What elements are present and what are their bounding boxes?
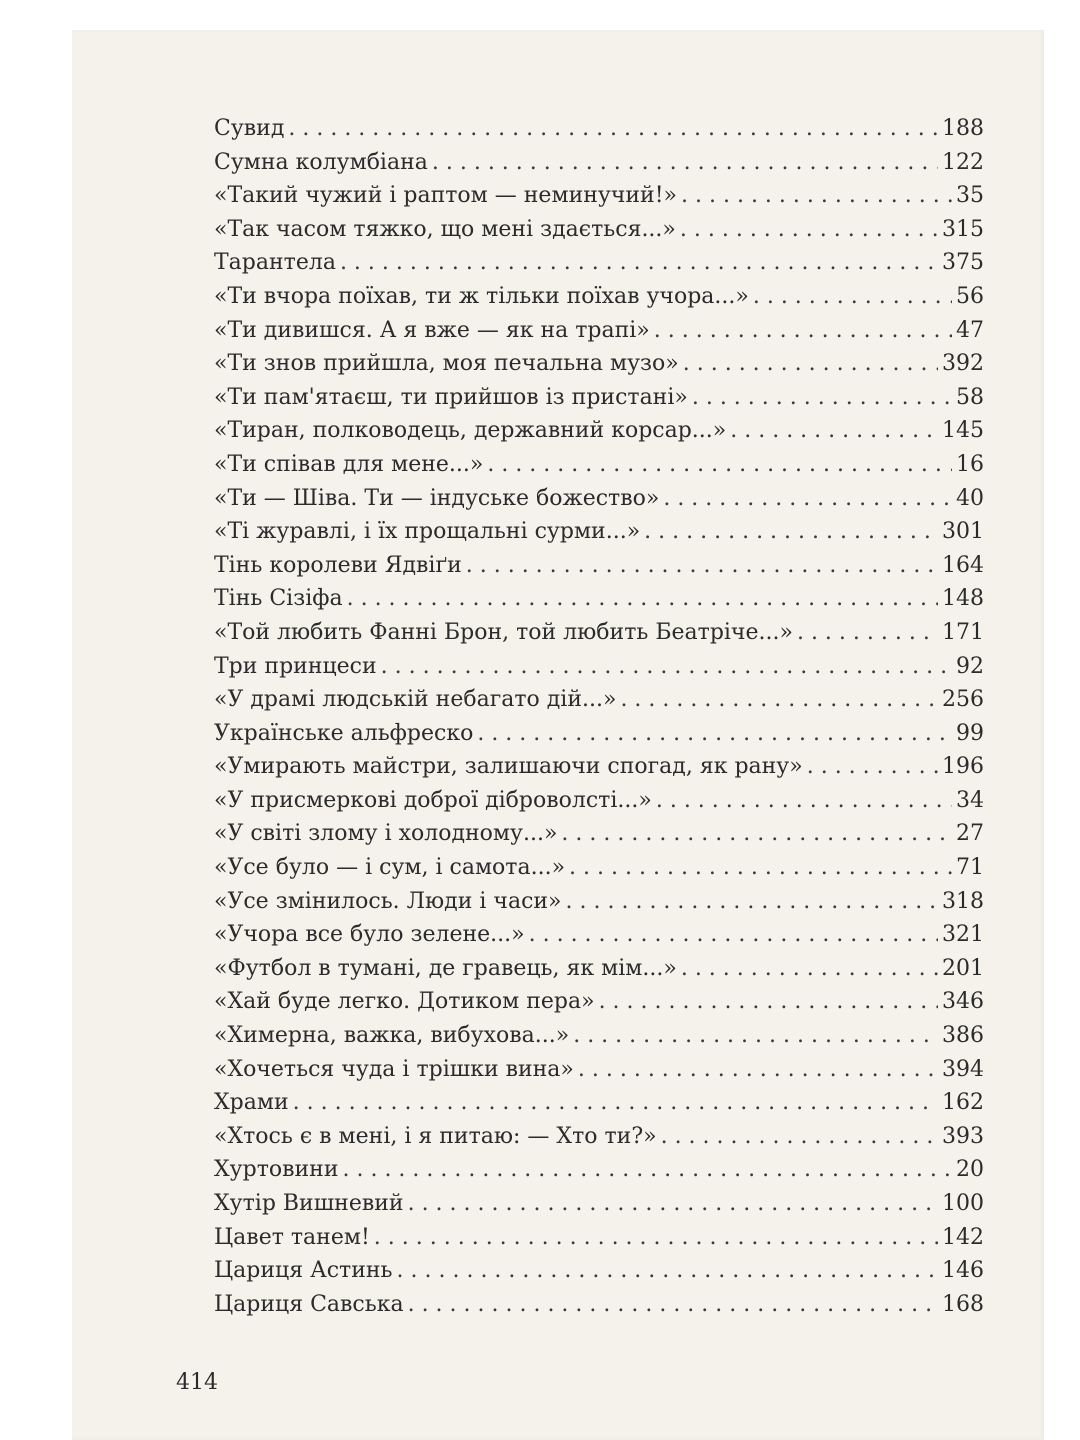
dot-leader bbox=[466, 549, 938, 583]
entry-title: Три принцеси bbox=[214, 653, 377, 679]
entry-page-number: 146 bbox=[942, 1258, 984, 1284]
book-page bbox=[72, 30, 1044, 1440]
toc-entry bbox=[214, 280, 984, 314]
entry-page-number: 318 bbox=[942, 888, 984, 914]
toc-entry bbox=[214, 650, 984, 684]
toc-entry bbox=[214, 314, 984, 348]
page-number: 414 bbox=[176, 1370, 218, 1395]
table-of-contents bbox=[214, 112, 984, 1321]
entry-page-number: 100 bbox=[942, 1191, 984, 1216]
toc-entry bbox=[214, 146, 984, 180]
entry-page-number: 47 bbox=[956, 317, 984, 343]
entry-title: «Той любить Фанні Брон, той любить Беатріче...» bbox=[214, 619, 793, 645]
entry-page-number: 301 bbox=[942, 519, 984, 545]
toc-entry bbox=[214, 1254, 984, 1288]
entry-title: «Учора все було зелене...» bbox=[214, 922, 525, 948]
entry-title: «Ти — Шіва. Ти — індуське божество» bbox=[214, 485, 660, 511]
entry-title: Хуртовини bbox=[214, 1157, 339, 1183]
entry-page-number: 35 bbox=[956, 183, 984, 209]
dot-leader bbox=[644, 515, 938, 549]
entry-page-number: 394 bbox=[942, 1056, 984, 1082]
entry-title: «Ти пам'ятаєш, ти прийшов із пристані» bbox=[214, 384, 688, 410]
entry-page-number: 171 bbox=[942, 619, 984, 645]
toc-entry bbox=[214, 515, 984, 549]
entry-title: Цариця Астинь bbox=[214, 1258, 393, 1284]
entry-page-number: 16 bbox=[956, 451, 984, 477]
toc-entry bbox=[214, 683, 984, 717]
entry-title: Сувид bbox=[214, 116, 285, 141]
dot-leader bbox=[293, 1086, 938, 1120]
toc-entry bbox=[214, 784, 984, 818]
toc-entry bbox=[214, 851, 984, 885]
dot-leader bbox=[477, 717, 952, 751]
toc-entry bbox=[214, 549, 984, 583]
dot-leader bbox=[381, 650, 952, 684]
entry-title: «Умирають майстри, залишаючи спогад, як рану» bbox=[214, 754, 803, 780]
entry-title: Тінь королеви Ядвіґи bbox=[214, 552, 462, 578]
entry-page-number: 188 bbox=[942, 116, 984, 141]
entry-title: «У драмі людській небагато дій...» bbox=[214, 687, 617, 713]
entry-page-number: 346 bbox=[942, 989, 984, 1015]
dot-leader bbox=[408, 1187, 938, 1221]
toc-entry bbox=[214, 750, 984, 784]
toc-entry bbox=[214, 985, 984, 1019]
dot-leader bbox=[487, 448, 952, 482]
dot-leader bbox=[529, 918, 938, 952]
dot-leader bbox=[681, 179, 952, 213]
dot-leader bbox=[661, 1120, 938, 1154]
entry-page-number: 56 bbox=[956, 283, 984, 309]
toc-entry bbox=[214, 885, 984, 919]
dot-leader bbox=[656, 784, 952, 818]
toc-entry bbox=[214, 179, 984, 213]
toc-entry bbox=[214, 1288, 984, 1322]
entry-page-number: 321 bbox=[942, 922, 984, 948]
dot-leader bbox=[573, 1019, 938, 1053]
entry-title: «Ти співав для мене...» bbox=[214, 451, 484, 477]
dot-leader bbox=[578, 1053, 938, 1087]
dot-leader bbox=[569, 851, 952, 885]
toc-entry bbox=[214, 381, 984, 415]
entry-page-number: 162 bbox=[942, 1090, 984, 1116]
entry-page-number: 168 bbox=[942, 1291, 984, 1317]
entry-title: «У світі злому і холодному...» bbox=[214, 821, 558, 847]
toc-entry bbox=[214, 1187, 984, 1221]
toc-entry bbox=[214, 616, 984, 650]
entry-title: «Усе змінилось. Люди і часи» bbox=[214, 888, 562, 914]
dot-leader bbox=[730, 414, 938, 448]
dot-leader bbox=[408, 1288, 938, 1322]
toc-entry bbox=[214, 112, 984, 146]
entry-title: Тарантела bbox=[214, 250, 336, 276]
dot-leader bbox=[599, 985, 938, 1019]
entry-page-number: 201 bbox=[942, 955, 984, 981]
entry-title: «Усе було — і сум, і самота...» bbox=[214, 855, 566, 881]
dot-leader bbox=[681, 952, 938, 986]
entry-page-number: 34 bbox=[956, 787, 984, 813]
entry-page-number: 375 bbox=[942, 250, 984, 276]
entry-page-number: 164 bbox=[942, 552, 984, 578]
entry-page-number: 27 bbox=[956, 821, 984, 847]
entry-title: «Ті журавлі, і їх прощальні сурми...» bbox=[214, 519, 641, 545]
entry-title: «Такий чужий і раптом — неминучий!» bbox=[214, 183, 678, 209]
toc-entry bbox=[214, 918, 984, 952]
dot-leader bbox=[683, 347, 938, 381]
toc-entry bbox=[214, 1120, 984, 1154]
entry-title: Цавет танем! bbox=[214, 1224, 370, 1250]
entry-title: «Так часом тяжко, що мені здається...» bbox=[214, 216, 676, 242]
entry-page-number: 58 bbox=[956, 384, 984, 410]
entry-title: «У присмеркові доброї діброволсті...» bbox=[214, 787, 652, 813]
entry-page-number: 71 bbox=[956, 855, 984, 881]
entry-page-number: 142 bbox=[942, 1224, 984, 1250]
toc-entry bbox=[214, 1019, 984, 1053]
entry-page-number: 148 bbox=[942, 586, 984, 612]
dot-leader bbox=[288, 112, 938, 146]
entry-title: «Хай буде легко. Дотиком пера» bbox=[214, 989, 595, 1015]
entry-title: «Ти вчора поїхав, ти ж тільки поїхав учора...» bbox=[214, 283, 749, 309]
dot-leader bbox=[342, 1153, 952, 1187]
toc-entry bbox=[214, 1153, 984, 1187]
dot-leader bbox=[347, 582, 938, 616]
entry-page-number: 145 bbox=[942, 418, 984, 444]
entry-page-number: 393 bbox=[942, 1123, 984, 1149]
toc-entry bbox=[214, 952, 984, 986]
entry-title: «Тиран, полководець, державний корсар...» bbox=[214, 418, 727, 444]
dot-leader bbox=[397, 1254, 938, 1288]
dot-leader bbox=[620, 683, 938, 717]
dot-leader bbox=[807, 750, 938, 784]
entry-page-number: 256 bbox=[942, 687, 984, 713]
toc-entry bbox=[214, 1086, 984, 1120]
dot-leader bbox=[797, 616, 938, 650]
dot-leader bbox=[680, 213, 938, 247]
dot-leader bbox=[663, 482, 952, 516]
dot-leader bbox=[654, 314, 952, 348]
entry-title: «Хочеться чуда і трішки вина» bbox=[214, 1056, 574, 1082]
entry-title: «Футбол в тумані, де гравець, як мім...» bbox=[214, 955, 677, 981]
entry-page-number: 40 bbox=[956, 485, 984, 511]
entry-page-number: 196 bbox=[942, 754, 984, 780]
entry-title: Українське альфреско bbox=[214, 720, 474, 746]
entry-title: «Химерна, важка, вибухова...» bbox=[214, 1023, 570, 1049]
toc-entry bbox=[214, 717, 984, 751]
dot-leader bbox=[340, 246, 938, 280]
entry-page-number: 99 bbox=[956, 720, 984, 746]
dot-leader bbox=[753, 280, 952, 314]
entry-page-number: 315 bbox=[942, 216, 984, 242]
dot-leader bbox=[566, 885, 938, 919]
dot-leader bbox=[374, 1221, 938, 1255]
toc-entry bbox=[214, 213, 984, 247]
entry-title: «Хтось є в мені, і я питаю: — Хто ти?» bbox=[214, 1123, 657, 1149]
toc-entry bbox=[214, 246, 984, 280]
entry-title: «Ти знов прийшла, моя печальна музо» bbox=[214, 351, 679, 377]
toc-entry bbox=[214, 582, 984, 616]
entry-title: «Ти дивишся. А я вже — як на трапі» bbox=[214, 317, 650, 343]
entry-title: Хутір Вишневий bbox=[214, 1191, 404, 1216]
entry-page-number: 392 bbox=[942, 351, 984, 377]
toc-entry bbox=[214, 448, 984, 482]
entry-page-number: 386 bbox=[942, 1023, 984, 1049]
toc-entry bbox=[214, 817, 984, 851]
entry-page-number: 122 bbox=[942, 149, 984, 175]
entry-title: Храми bbox=[214, 1090, 289, 1116]
toc-entry bbox=[214, 1053, 984, 1087]
toc-entry bbox=[214, 1221, 984, 1255]
entry-title: Тінь Сізіфа bbox=[214, 586, 343, 612]
dot-leader bbox=[561, 817, 952, 851]
entry-page-number: 20 bbox=[956, 1157, 984, 1183]
toc-entry bbox=[214, 482, 984, 516]
toc-entry bbox=[214, 414, 984, 448]
dot-leader bbox=[692, 381, 952, 415]
entry-title: Цариця Савська bbox=[214, 1291, 404, 1317]
toc-entry bbox=[214, 347, 984, 381]
dot-leader bbox=[432, 146, 938, 180]
entry-page-number: 92 bbox=[956, 653, 984, 679]
entry-title: Сумна колумбіана bbox=[214, 149, 428, 175]
